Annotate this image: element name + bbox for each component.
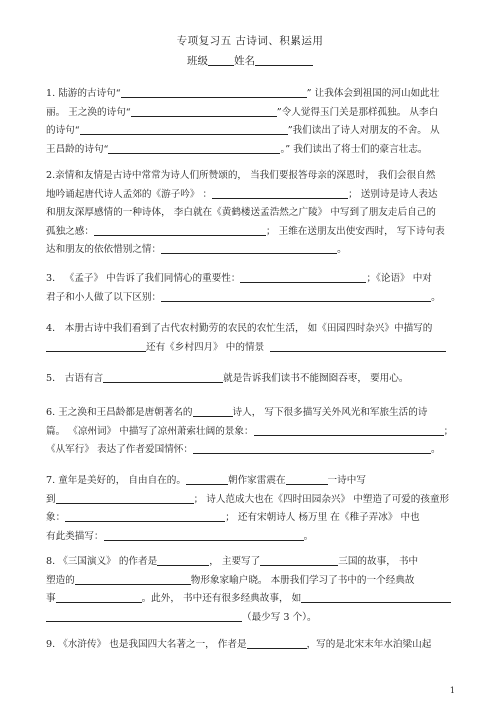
q1-blank-4[interactable] [108,142,280,154]
q8-blank-1[interactable] [157,554,209,566]
q7-blank-4[interactable] [65,510,225,522]
question-2: 2.亲情和友情是古诗中常常为诗人们所赞颂的， 当我们要报答母亲的深恩时， 我们会很自然 地吟诵起唐代诗人孟郊的《游子吟》 ： ； 送别诗是诗人表达 和朋友深厚感情的一种诗体， 李白就在《黄鹤楼送孟浩然之广陵》 中写到了朋友走后自己的 孤独之感： ； 王维在送朋友出使安西时， 写下诗句表 达和朋友的依依惜别之情： 。 [46,170,445,255]
question-6: 6. 王之涣和王昌龄都是唐朝著名的 诗人， 写下很多描写关外风光和军旅生活的诗 篇。 《凉州词》 中描写了凉州萧索壮阔的景象： ； 《从军行》 表达了作者爱国情怀： 。 [46,407,454,455]
q3-blank-2[interactable] [161,290,431,302]
q7-blank-2[interactable] [286,473,328,485]
question-4: 4． 本册古诗中我们看到了古代农村勤劳的农民的农忙生活， 如《田园四时杂兴》中描写的 还有《乡村四月》 中的情景 [46,320,458,357]
q1-blank-1[interactable] [121,86,307,98]
question-8: 8. 《三国演义》 的作者是 ， 主要写了 三国的故事， 书中 塑造的 物形象家喻户晓。 本册我们学习了书中的一个经典故 事 。此外， 书中还有很多经典故事， 如 （最少写 3 个）。 [46,553,458,627]
q8-blank-6[interactable] [46,610,242,622]
question-3: 3． 《孟子》 中告诉了我们同情心的重要性： ；《论语》 中对 君子和小人做了以下区别： 。 [46,273,441,303]
q8-blank-4[interactable] [56,591,142,603]
question-5: 5． 古语有言 就是告诉我们读书不能囫囵吞枣， 要用心。 [46,373,409,384]
student-info-line [0,53,500,68]
q4-blank-1[interactable] [46,340,146,352]
q7-blank-1[interactable] [186,473,228,485]
name-blank[interactable] [255,54,313,66]
q8-blank-3[interactable] [75,573,191,585]
q8-blank-5[interactable] [301,591,451,603]
q6-blank-1[interactable] [193,405,233,417]
q6-blank-2[interactable] [254,424,444,436]
q1-blank-3[interactable] [80,123,288,135]
q2-blank-1[interactable] [212,187,348,199]
name-label: 姓名 [234,55,255,67]
q7-blank-3[interactable] [56,492,194,504]
q9-blank-1[interactable] [247,637,307,649]
q2-blank-2[interactable] [94,224,266,236]
question-9: 9. 《水浒传》 也是我国四大名著之一， 作者是 ，写的是北宋末年水泊梁山起 [46,639,432,650]
page-number: 1 [449,686,455,695]
class-label: 班级 [187,55,208,67]
q2-blank-3[interactable] [161,242,337,254]
class-blank[interactable] [208,54,234,66]
page-title: 专项复习五 古诗词、积累运用 [176,35,324,47]
q5-blank-1[interactable] [103,371,223,383]
q6-blank-3[interactable] [193,442,431,454]
q4-blank-2[interactable] [270,340,446,352]
question-7: 7. 童年是美好的， 自由自在的。 朝作家雷震在 一诗中写 到 ； 诗人范成大也在《四时田园杂兴》 中塑造了可爱的孩童形 象： ； 还有宋朝诗人 杨万里 在《稚子弄冰》 中也 有此类描写： 。 [46,475,450,542]
q1-blank-2[interactable] [131,105,277,117]
question-1: 1. 陆游的古诗句“ ” 让我体会到祖国的河山如此壮 丽。 王之涣的诗句“ ”令人觉得玉门关是那样孤独。 从李白 的诗句“ ”我们读出了诗人对朋友的不舍。 从 王昌龄的诗句“ 。” 我们读出了将士们的豪言壮志。 [46,88,440,155]
q3-blank-1[interactable] [240,271,366,283]
q8-blank-2[interactable] [260,554,338,566]
q7-blank-5[interactable] [104,529,304,541]
